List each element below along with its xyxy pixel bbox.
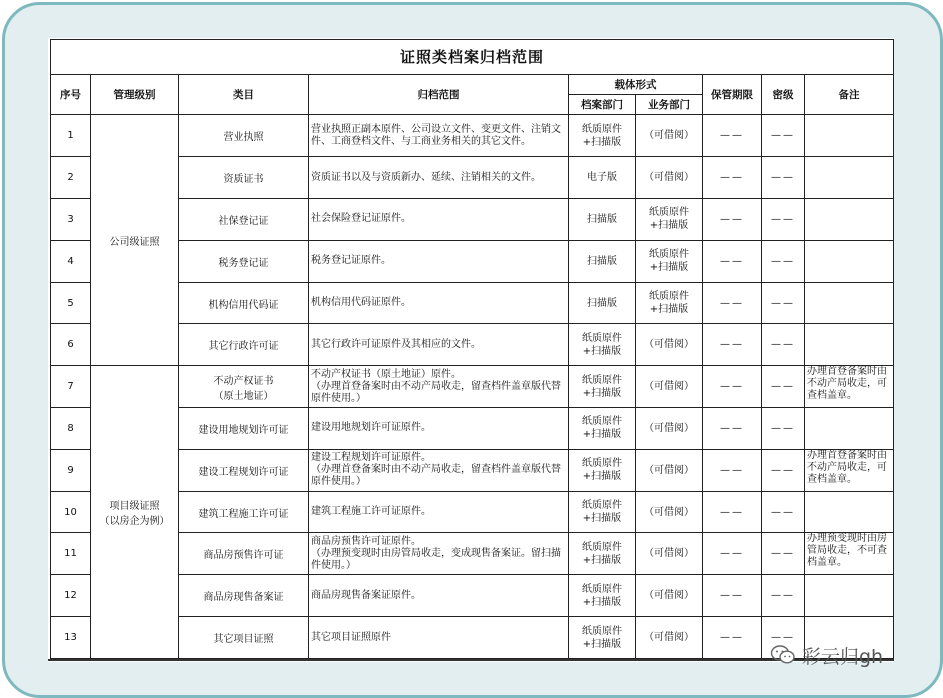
category-cell: 机构信用代码证 [179, 282, 309, 324]
archive-dept-cell: 扫描版 [569, 282, 636, 324]
table-title: 证照类档案归档范围 [51, 40, 894, 75]
business-dept-cell: 纸质原件 +扫描版 [636, 199, 703, 241]
secrecy-cell: —— [762, 115, 805, 157]
category-cell: 社保登记证 [179, 199, 309, 241]
archive-dept-cell: 纸质原件 +扫描版 [569, 115, 636, 157]
row-number: 4 [51, 240, 91, 282]
business-dept-cell: （可借阅） [636, 115, 703, 157]
remark-cell: 办理首登备案时由不动产局收走，可查档盖章。 [805, 449, 894, 491]
header-archive-dept: 档案部门 [569, 95, 636, 115]
archive-dept-cell: 纸质原件 +扫描版 [569, 575, 636, 617]
remark-cell [805, 324, 894, 366]
retention-cell: —— [703, 282, 762, 324]
scope-cell: 机构信用代码证原件。 [309, 282, 569, 324]
business-dept-cell: （可借阅） [636, 408, 703, 450]
row-number: 2 [51, 157, 91, 199]
secrecy-cell: —— [762, 533, 805, 575]
scope-cell: 其它项目证照原件 [309, 617, 569, 659]
header-business-dept: 业务部门 [636, 95, 703, 115]
header-remarks: 备注 [805, 74, 894, 115]
retention-cell: —— [703, 199, 762, 241]
archive-dept-cell: 纸质原件 +扫描版 [569, 449, 636, 491]
header-retention: 保管期限 [703, 74, 762, 115]
remark-cell [805, 575, 894, 617]
business-dept-cell: 纸质原件 +扫描版 [636, 282, 703, 324]
row-number: 5 [51, 282, 91, 324]
secrecy-cell: —— [762, 408, 805, 450]
retention-cell: —— [703, 366, 762, 408]
row-number: 11 [51, 533, 91, 575]
table-row [51, 115, 894, 157]
retention-cell: —— [703, 157, 762, 199]
business-dept-cell: （可借阅） [636, 157, 703, 199]
retention-cell: —— [703, 115, 762, 157]
header-category: 类目 [179, 74, 309, 115]
scope-cell: 建设工程规划许可证原件。 （办理首登备案时由不动产局收走，留查档件盖章版代替原件使用。） [309, 449, 569, 491]
retention-cell: —— [703, 240, 762, 282]
remark-cell [805, 157, 894, 199]
retention-cell: —— [703, 491, 762, 533]
header-seq: 序号 [51, 74, 91, 115]
level-project: 项目级证照 （以房企为例） [91, 366, 179, 659]
secrecy-cell: —— [762, 324, 805, 366]
category-cell: 其它项目证照 [179, 617, 309, 659]
retention-cell: —— [703, 324, 762, 366]
row-number: 12 [51, 575, 91, 617]
secrecy-cell: —— [762, 575, 805, 617]
business-dept-cell: （可借阅） [636, 449, 703, 491]
business-dept-cell: （可借阅） [636, 617, 703, 659]
scope-cell: 建设用地规划许可证原件。 [309, 408, 569, 450]
secrecy-cell: —— [762, 617, 805, 659]
category-cell: 资质证书 [179, 157, 309, 199]
archive-dept-cell: 纸质原件 +扫描版 [569, 408, 636, 450]
business-dept-cell: （可借阅） [636, 575, 703, 617]
category-cell: 商品房预售许可证 [179, 533, 309, 575]
secrecy-cell: —— [762, 199, 805, 241]
archive-dept-cell: 纸质原件 +扫描版 [569, 491, 636, 533]
secrecy-cell: —— [762, 157, 805, 199]
archive-dept-cell: 纸质原件 +扫描版 [569, 533, 636, 575]
business-dept-cell: （可借阅） [636, 491, 703, 533]
row-number: 9 [51, 449, 91, 491]
table-row [51, 366, 894, 408]
header-carrier: 载体形式 [569, 74, 703, 94]
row-number: 8 [51, 408, 91, 450]
table-bottom-border [48, 659, 894, 661]
watermark [770, 640, 883, 670]
archive-dept-cell: 纸质原件 +扫描版 [569, 324, 636, 366]
scope-cell: 资质证书以及与资质新办、延续、注销相关的文件。 [309, 157, 569, 199]
wechat-icon [770, 644, 796, 666]
retention-cell: —— [703, 449, 762, 491]
remark-cell [805, 240, 894, 282]
scope-cell: 社会保险登记证原件。 [309, 199, 569, 241]
header-secrecy: 密级 [762, 74, 805, 115]
retention-cell: —— [703, 617, 762, 659]
category-cell: 商品房现售备案证 [179, 575, 309, 617]
watermark-text: 彩云归gh [802, 645, 884, 668]
secrecy-cell: —— [762, 449, 805, 491]
remark-cell [805, 282, 894, 324]
business-dept-cell: （可借阅） [636, 324, 703, 366]
remark-cell [805, 491, 894, 533]
retention-cell: —— [703, 533, 762, 575]
scope-cell: 其它行政许可证原件及其相应的文件。 [309, 324, 569, 366]
remark-cell [805, 115, 894, 157]
scope-cell: 商品房预售许可证原件。 （办理预变现时由房管局收走，变成现售备案证。留扫描件使用。） [309, 533, 569, 575]
archive-dept-cell: 纸质原件 +扫描版 [569, 366, 636, 408]
header-scope: 归档范围 [309, 74, 569, 115]
secrecy-cell: —— [762, 240, 805, 282]
archive-scope-table [50, 39, 894, 659]
secrecy-cell: —— [762, 491, 805, 533]
business-dept-cell: （可借阅） [636, 533, 703, 575]
level-company: 公司级证照 [91, 115, 179, 366]
remark-cell: 办理预变现时由房管局收走，不可查档盖章。 [805, 533, 894, 575]
header-level: 管理级别 [91, 74, 179, 115]
business-dept-cell: 纸质原件 +扫描版 [636, 240, 703, 282]
scope-cell: 建筑工程施工许可证原件。 [309, 491, 569, 533]
category-cell: 建设工程规划许可证 [179, 449, 309, 491]
category-cell: 其它行政许可证 [179, 324, 309, 366]
category-cell: 不动产权证书 （原土地证） [179, 366, 309, 408]
secrecy-cell: —— [762, 282, 805, 324]
remark-cell: 办理首登备案时由不动产局收走，可查档盖章。 [805, 366, 894, 408]
row-number: 1 [51, 115, 91, 157]
scope-cell: 商品房现售备案证原件。 [309, 575, 569, 617]
row-number: 10 [51, 491, 91, 533]
category-cell: 建筑工程施工许可证 [179, 491, 309, 533]
scope-cell: 营业执照正副本原件、公司设立文件、变更文件、注销文件、工商登档文件、与工商业务相关的其它文件。 [309, 115, 569, 157]
row-number: 6 [51, 324, 91, 366]
remark-cell [805, 408, 894, 450]
category-cell: 建设用地规划许可证 [179, 408, 309, 450]
retention-cell: —— [703, 408, 762, 450]
business-dept-cell: （可借阅） [636, 366, 703, 408]
row-number: 7 [51, 366, 91, 408]
row-number: 13 [51, 617, 91, 659]
category-cell: 营业执照 [179, 115, 309, 157]
secrecy-cell: —— [762, 366, 805, 408]
remark-cell [805, 199, 894, 241]
archive-dept-cell: 电子版 [569, 157, 636, 199]
row-number: 3 [51, 199, 91, 241]
archive-dept-cell: 扫描版 [569, 199, 636, 241]
scope-cell: 不动产权证书（原土地证）原件。 （办理首登备案时由不动产局收走，留查档件盖章版代替原件使用。） [309, 366, 569, 408]
archive-dept-cell: 扫描版 [569, 240, 636, 282]
archive-dept-cell: 纸质原件 +扫描版 [569, 617, 636, 659]
category-cell: 税务登记证 [179, 240, 309, 282]
scope-cell: 税务登记证原件。 [309, 240, 569, 282]
retention-cell: —— [703, 575, 762, 617]
